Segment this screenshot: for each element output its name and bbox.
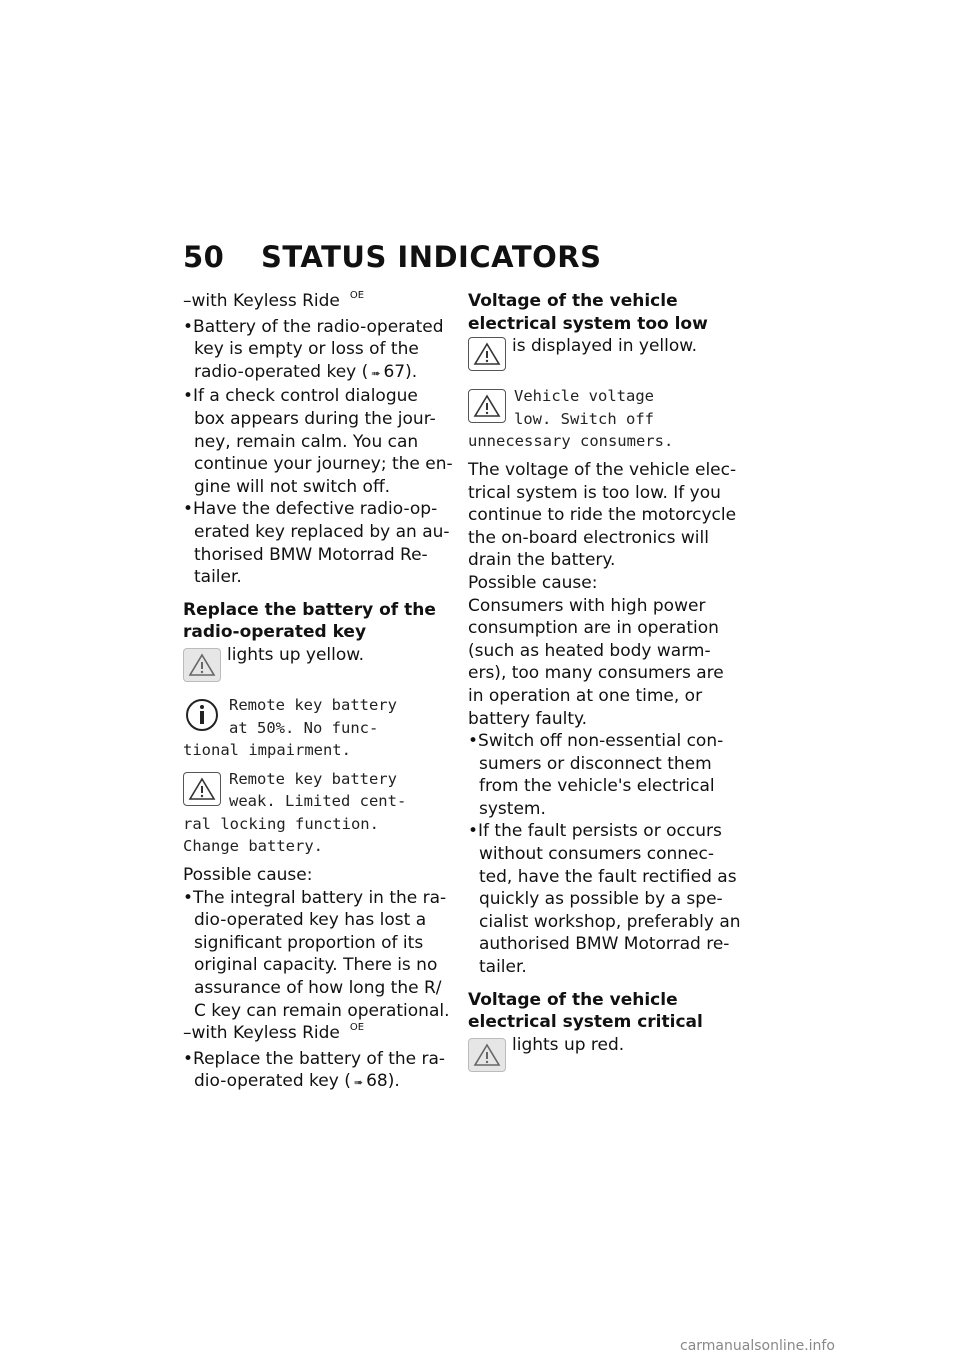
info-icon — [183, 698, 221, 732]
possible-cause-label: Possible cause: — [468, 572, 598, 593]
bullet-battery-empty: •Battery of the radio-operated key is empty or loss of the radio-operated key ( ➠ 67). — [183, 316, 444, 382]
indicator-yellow-row: lights up yellow. — [183, 644, 448, 688]
section-title: STATUS INDICATORS — [261, 240, 602, 274]
heading-voltage-critical: Voltage of the vehicle electrical system critical — [468, 989, 703, 1033]
message-battery-50-end: tional impairment. — [183, 741, 351, 760]
page-reference-arrow-icon: ➠ — [371, 366, 381, 380]
oe-marker: OE — [349, 290, 365, 301]
keyless-note: –with Keyless Ride $^{OE}$ — [183, 290, 365, 311]
message-voltage-low: Vehicle voltage low. Switch off — [468, 385, 733, 430]
left-column: –with Keyless Ride $^{OE}$ •Battery of the radio-operated key is empty or loss of the radio-operated key ( ➠ 67). •If a check control dialogue box appears during the jour- ney, remain calm. You can continue your journey; the en- gine will not switch off. •Have the defective radio-op- erated key replaced by an au- thorised BMW Motorrad Re- tailer. Replace the battery of the radio-operated key lights up yellow. Remote key battery at 50%. No func- tional impairment. Remote key battery weak. Limited cent- ral locking function. Change battery. Possible cause: •The integral battery in the ra- dio-operated key has lost a significant proportion of its original capacity. There is no assurance of how long the R/ C key can remain operational. –with Keyless Ride $^{OE}$ •Replace the battery of the ra- dio-operated key ( ➠ 68). — [183, 290, 448, 1095]
keyless-note-2: –with Keyless Ride $^{OE}$ — [183, 1022, 365, 1044]
warning-triangle-icon — [183, 772, 221, 806]
paragraph-consumers: Consumers with high power consumption are in operation (such as heated body warm- ers), too many consumers are in operation at one time, or battery faulty. — [468, 595, 724, 729]
warning-triangle-icon — [468, 389, 506, 423]
bullet-integral-battery: •The integral battery in the ra- dio-operated key has lost a significant proportion of its original capacity. There is no assurance of how long the R/ C key can remain operational. — [183, 887, 450, 1021]
warning-triangle-icon — [468, 1038, 506, 1072]
bullet-check-control: •If a check control dialogue box appears during the jour- ney, remain calm. You can continue your journey; the en- gine will not switch off. — [183, 386, 453, 497]
heading-replace-battery: Replace the battery of the radio-operated key — [183, 599, 436, 643]
right-column: Voltage of the vehicle electrical system too low is displayed in yellow. Vehicle voltage low. Switch off unnecessary consumers. The voltage of the vehicle elec- trical system is too low. If you continue to ride the motorcycle the on-board electronics will drain the battery. Possible cause: Consumers with high power consumption are in operation (such as heated body warm- ers), too many consumers are in operation at one time, or battery faulty. •Switch off non-essential con- sumers or disconnect them from the vehicle's electrical system. •If the fault persists or occurs without consumers connec- ted, have the fault rectified as quickly as possible by a spe- cialist workshop, preferably an authorised BMW Motorrad re- tailer. Voltage of the vehicle electrical system critical lights up red. — [468, 290, 733, 1078]
watermark: carmanualsonline.info — [680, 1338, 835, 1354]
warning-triangle-icon — [183, 648, 221, 682]
page-number: 50 — [183, 240, 225, 274]
bullet-replace-key: •Have the defective radio-op- erated key replaced by an au- thorised BMW Motorrad Re- tailer. — [183, 499, 450, 588]
page-header — [183, 240, 601, 274]
possible-cause-label: Possible cause: — [183, 865, 313, 886]
indicator-displayed-yellow-row: is displayed in yellow. — [468, 335, 733, 379]
message-battery-50: Remote key battery at 50%. No func- — [183, 694, 448, 739]
paragraph-voltage-low: The voltage of the vehicle elec- trical system is too low. If you continue to ride the motorcycle the on-board electronics will drain the battery. — [468, 459, 737, 571]
warning-triangle-icon — [468, 337, 506, 371]
oe-marker: OE — [349, 1022, 365, 1034]
bullet-fault-persists: •If the fault persists or occurs without consumers connec- ted, have the fault rectified as quickly as possible by a spe- cialist workshop, preferably an authorised BMW Motorrad re- tailer. — [468, 821, 741, 978]
indicator-red-row: lights up red. — [468, 1034, 733, 1078]
bullet-replace-battery: •Replace the battery of the ra- dio-operated key ( ➠ 68). — [183, 1048, 446, 1092]
page-reference-arrow-icon: ➠ — [353, 1076, 364, 1090]
bullet-switch-off: •Switch off non-essential con- sumers or disconnect them from the vehicle's electrical system. — [468, 731, 724, 819]
heading-voltage-low: Voltage of the vehicle electrical system too low — [468, 291, 708, 334]
message-battery-weak: Remote key battery weak. Limited cent- — [183, 768, 448, 813]
